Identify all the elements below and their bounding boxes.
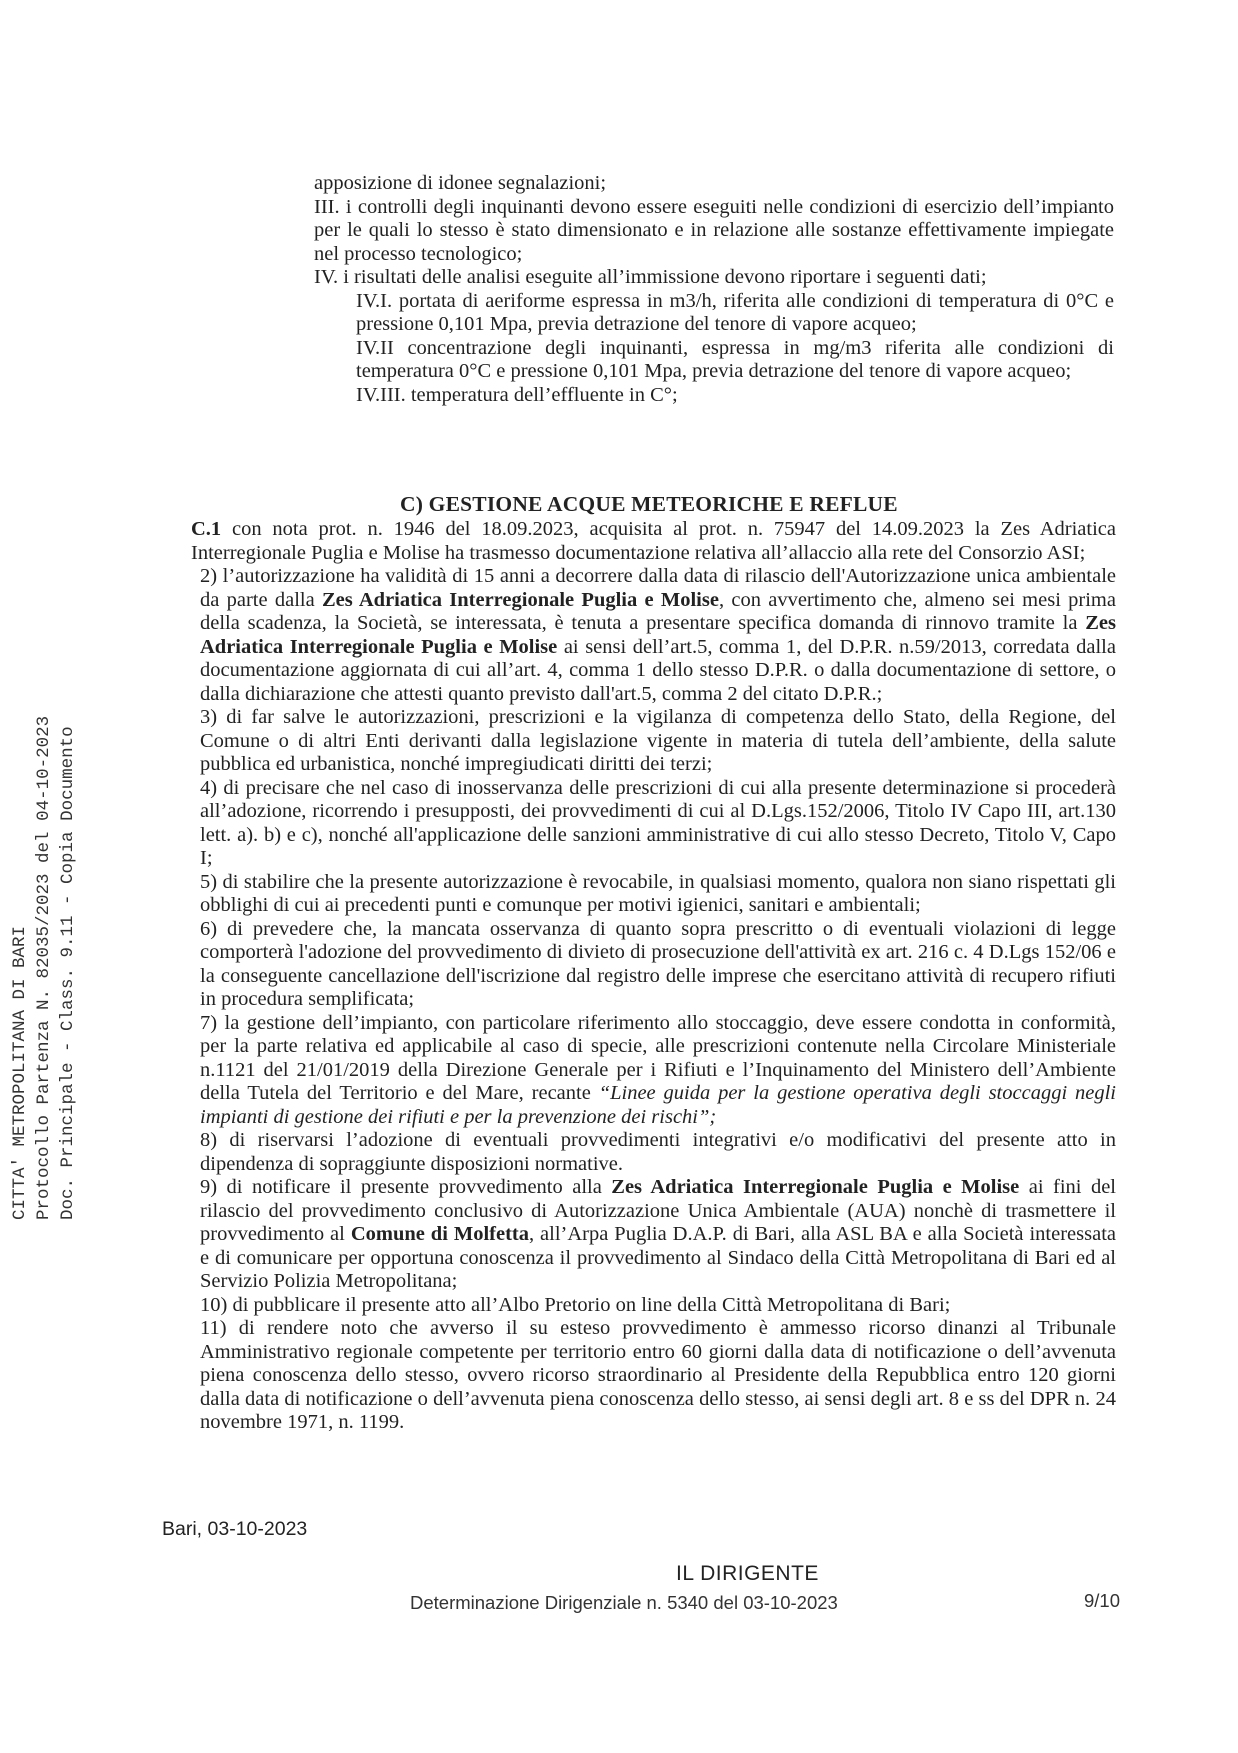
p9-c: ai fini del rilascio del provvedimento conclusivo di Autorizzazione Unica Ambientale (AUA) nonchè di trasmettere il provvedimento al — [200, 1176, 1117, 1245]
protocol-stamp — [8, 620, 98, 1220]
item-iv: IV. i risultati delle analisi eseguite all’immissione devono riportare i seguenti dati; — [314, 266, 987, 288]
c1-text: con nota prot. n. 1946 del 18.09.2023, acquisita al prot. n. 75947 del 14.09.2023 la Zes Adriatica Interregionale Puglia e Molise ha trasmesso documentazione relativa all’allaccio alla rete del Consorzio ASI; — [191, 518, 1116, 564]
item-iv-iii: IV.III. temperatura dell’effluente in C°; — [356, 383, 678, 406]
paragraph-9 — [191, 1176, 1116, 1294]
paragraph-8: 8) di riservarsi l’adozione di eventuali provvedimenti integrativi e/o modificativi del presente atto in dipendenza di sopraggiunte disposizioni normative. — [200, 1129, 1116, 1175]
paragraph-5: 5) di stabilire che la presente autorizzazione è revocabile, in qualsiasi momento, qualora non siano rispettati gli obblighi di cui ai precedenti punti e comunque per motivi igienici, sanitari e ambientali; — [200, 870, 1116, 916]
p9-b: Zes Adriatica Interregionale Puglia e Molise — [611, 1176, 1020, 1198]
section-heading: C) GESTIONE ACQUE METEORICHE E REFLUE — [400, 492, 898, 516]
p9-e: , all’Arpa Puglia D.A.P. di Bari, alla ASL BA e alla Società interessata e di comunicare per opportuna conoscenza il provvedimento al Sindaco della Città Metropolitana di Bari ed al Servizio Polizia Metropolitana; — [200, 1223, 1116, 1292]
paragraph-c1 — [191, 518, 1116, 565]
signature-title: IL DIRIGENTE — [676, 1562, 819, 1585]
paragraph-6: 6) di prevedere che, la mancata osservanza di quanto sopra prescritto o di eventuali violazioni di legge comporterà l'adozione del provvedimento di divieto di prosecuzione dell'attività ex art. 216 c. 4 D.Lgs 152/06 e la conseguente cancellazione dell'iscrizione dal registro delle imprese che esercitano attività di recupero rifiuti in procedura semplificata; — [200, 917, 1116, 1010]
p9-d: Comune di Molfetta — [350, 1223, 529, 1245]
item-iii: III. i controlli degli inquinanti devono essere eseguiti nelle condizioni di esercizio dell’impianto per le quali lo stesso è stato dimensionato e in relazione alle sostanze effettivamente impiegate nel processo tecnologico; — [314, 195, 1114, 265]
p2-c: , con avvertimento che, almeno sei mesi prima della scadenza, la Società, se interessata, è tenuta a presentare specifica domanda di rinnovo tramite la — [200, 588, 1116, 634]
paragraph-4: 4) di precisare che nel caso di inosservanza delle prescrizioni di cui alla presente determinazione si procederà all’adozione, ricorrendo i presupposti, dei provvedimenti di cui al D.Lgs.152/2006, Titolo IV Capo III, art.130 lett. a). b) e c), nonché all'applicazione delle sanzioni amministrative di cui allo stesso Decreto, Titolo V, Capo I; — [200, 776, 1116, 869]
stamp-line-3: Doc. Principale - Class. 9.11 - Copia Documento — [58, 726, 78, 1220]
text-line: apposizione di idonee segnalazioni; — [314, 172, 607, 194]
p7-b: “Linee guida per la gestione operativa degli stoccaggi negli impianti di gestione dei rifiuti e per la prevenzione dei rischi”; — [200, 1082, 1117, 1128]
item-iv-i: IV.I. portata di aeriforme espressa in m3/h, riferita alle condizioni di temperatura di 0°C e pressione 0,101 Mpa, previa detrazione del tenore di vapore acqueo; — [356, 289, 1114, 335]
emission-requirements — [314, 172, 1114, 407]
paragraph-3: 3) di far salve le autorizzazioni, prescrizioni e la vigilanza di competenza dello Stato, della Regione, del Comune o di altri Enti derivanti dalla legislazione vigente in materia di tutela dell’ambiente, della salute pubblica ed urbanistica, nonché impregiudicati diritti dei terzi; — [200, 706, 1116, 775]
p2-e: ai sensi dell’art.5, comma 1, del D.P.R. n.59/2013, corredata dalla documentazione aggiornata di cui all’art. 4, comma 1 dello stesso D.P.R. o dalla documentazione di settore, o dalla dichiarazione che attesti quanto previsto dall'art.5, comma 2 del citato D.P.R.; — [200, 635, 1116, 705]
paragraph-10: 10) di pubblicare il presente atto all’Albo Pretorio on line della Città Metropolitana di Bari; — [200, 1293, 951, 1316]
stamp-line-1: CITTA' METROPOLITANA DI BARI — [10, 925, 30, 1220]
item-iv-ii: IV.II concentrazione degli inquinanti, espressa in mg/m3 riferita alle condizioni di temperatura 0°C e pressione 0,101 Mpa, previa detrazione del tenore di vapore acqueo; — [356, 336, 1114, 382]
c1-label: C.1 — [191, 518, 222, 540]
paragraph-7 — [191, 1012, 1116, 1130]
p2-d: Zes Adriatica Interregionale Puglia e Molise — [200, 612, 1116, 658]
section-body — [191, 518, 1116, 1435]
page-number: 9/10 — [1084, 1590, 1121, 1611]
p9-a: 9) di notificare il presente provvedimento alla — [200, 1176, 612, 1198]
stamp-line-2: Protocollo Partenza N. 82035/2023 del 04-10-2023 — [34, 715, 54, 1220]
footer-reference: Determinazione Dirigenziale n. 5340 del 03-10-2023 — [410, 1592, 838, 1613]
p2-a: 2) l’autorizzazione ha validità di 15 anni a decorrere dalla data di rilascio dell'Autorizzazione unica ambientale da parte dalla — [200, 565, 1116, 611]
p7-a: 7) la gestione dell’impianto, con particolare riferimento allo stoccaggio, deve essere condotta in conformità, per la parte relativa ed applicabile al caso di specie, alle prescrizioni contenute nella Circolare Ministeriale n.1121 del 21/01/2019 della Direzione Generale per i Rifiuti e l’Inquinamento del Ministero dell’Ambiente della Tutela del Territorio e del Mare, recante — [200, 1011, 1116, 1104]
paragraph-11: 11) di rendere noto che avverso il su esteso provvedimento è ammesso ricorso dinanzi al Tribunale Amministrativo regionale competente per territorio entro 60 giorni dalla data di notificazione o dell’avvenuta piena conoscenza dello stesso, ovvero ricorso straordinario al Presidente della Repubblica entro 120 giorni dalla data di notificazione o dell’avvenuta piena conoscenza dello stesso, ai sensi degli art. 8 e ss del DPR n. 24 novembre 1971, n. 1199. — [200, 1317, 1116, 1433]
place-date: Bari, 03-10-2023 — [162, 1518, 308, 1540]
p2-b: Zes Adriatica Interregionale Puglia e Molise — [321, 588, 719, 611]
paragraph-2 — [191, 565, 1116, 706]
